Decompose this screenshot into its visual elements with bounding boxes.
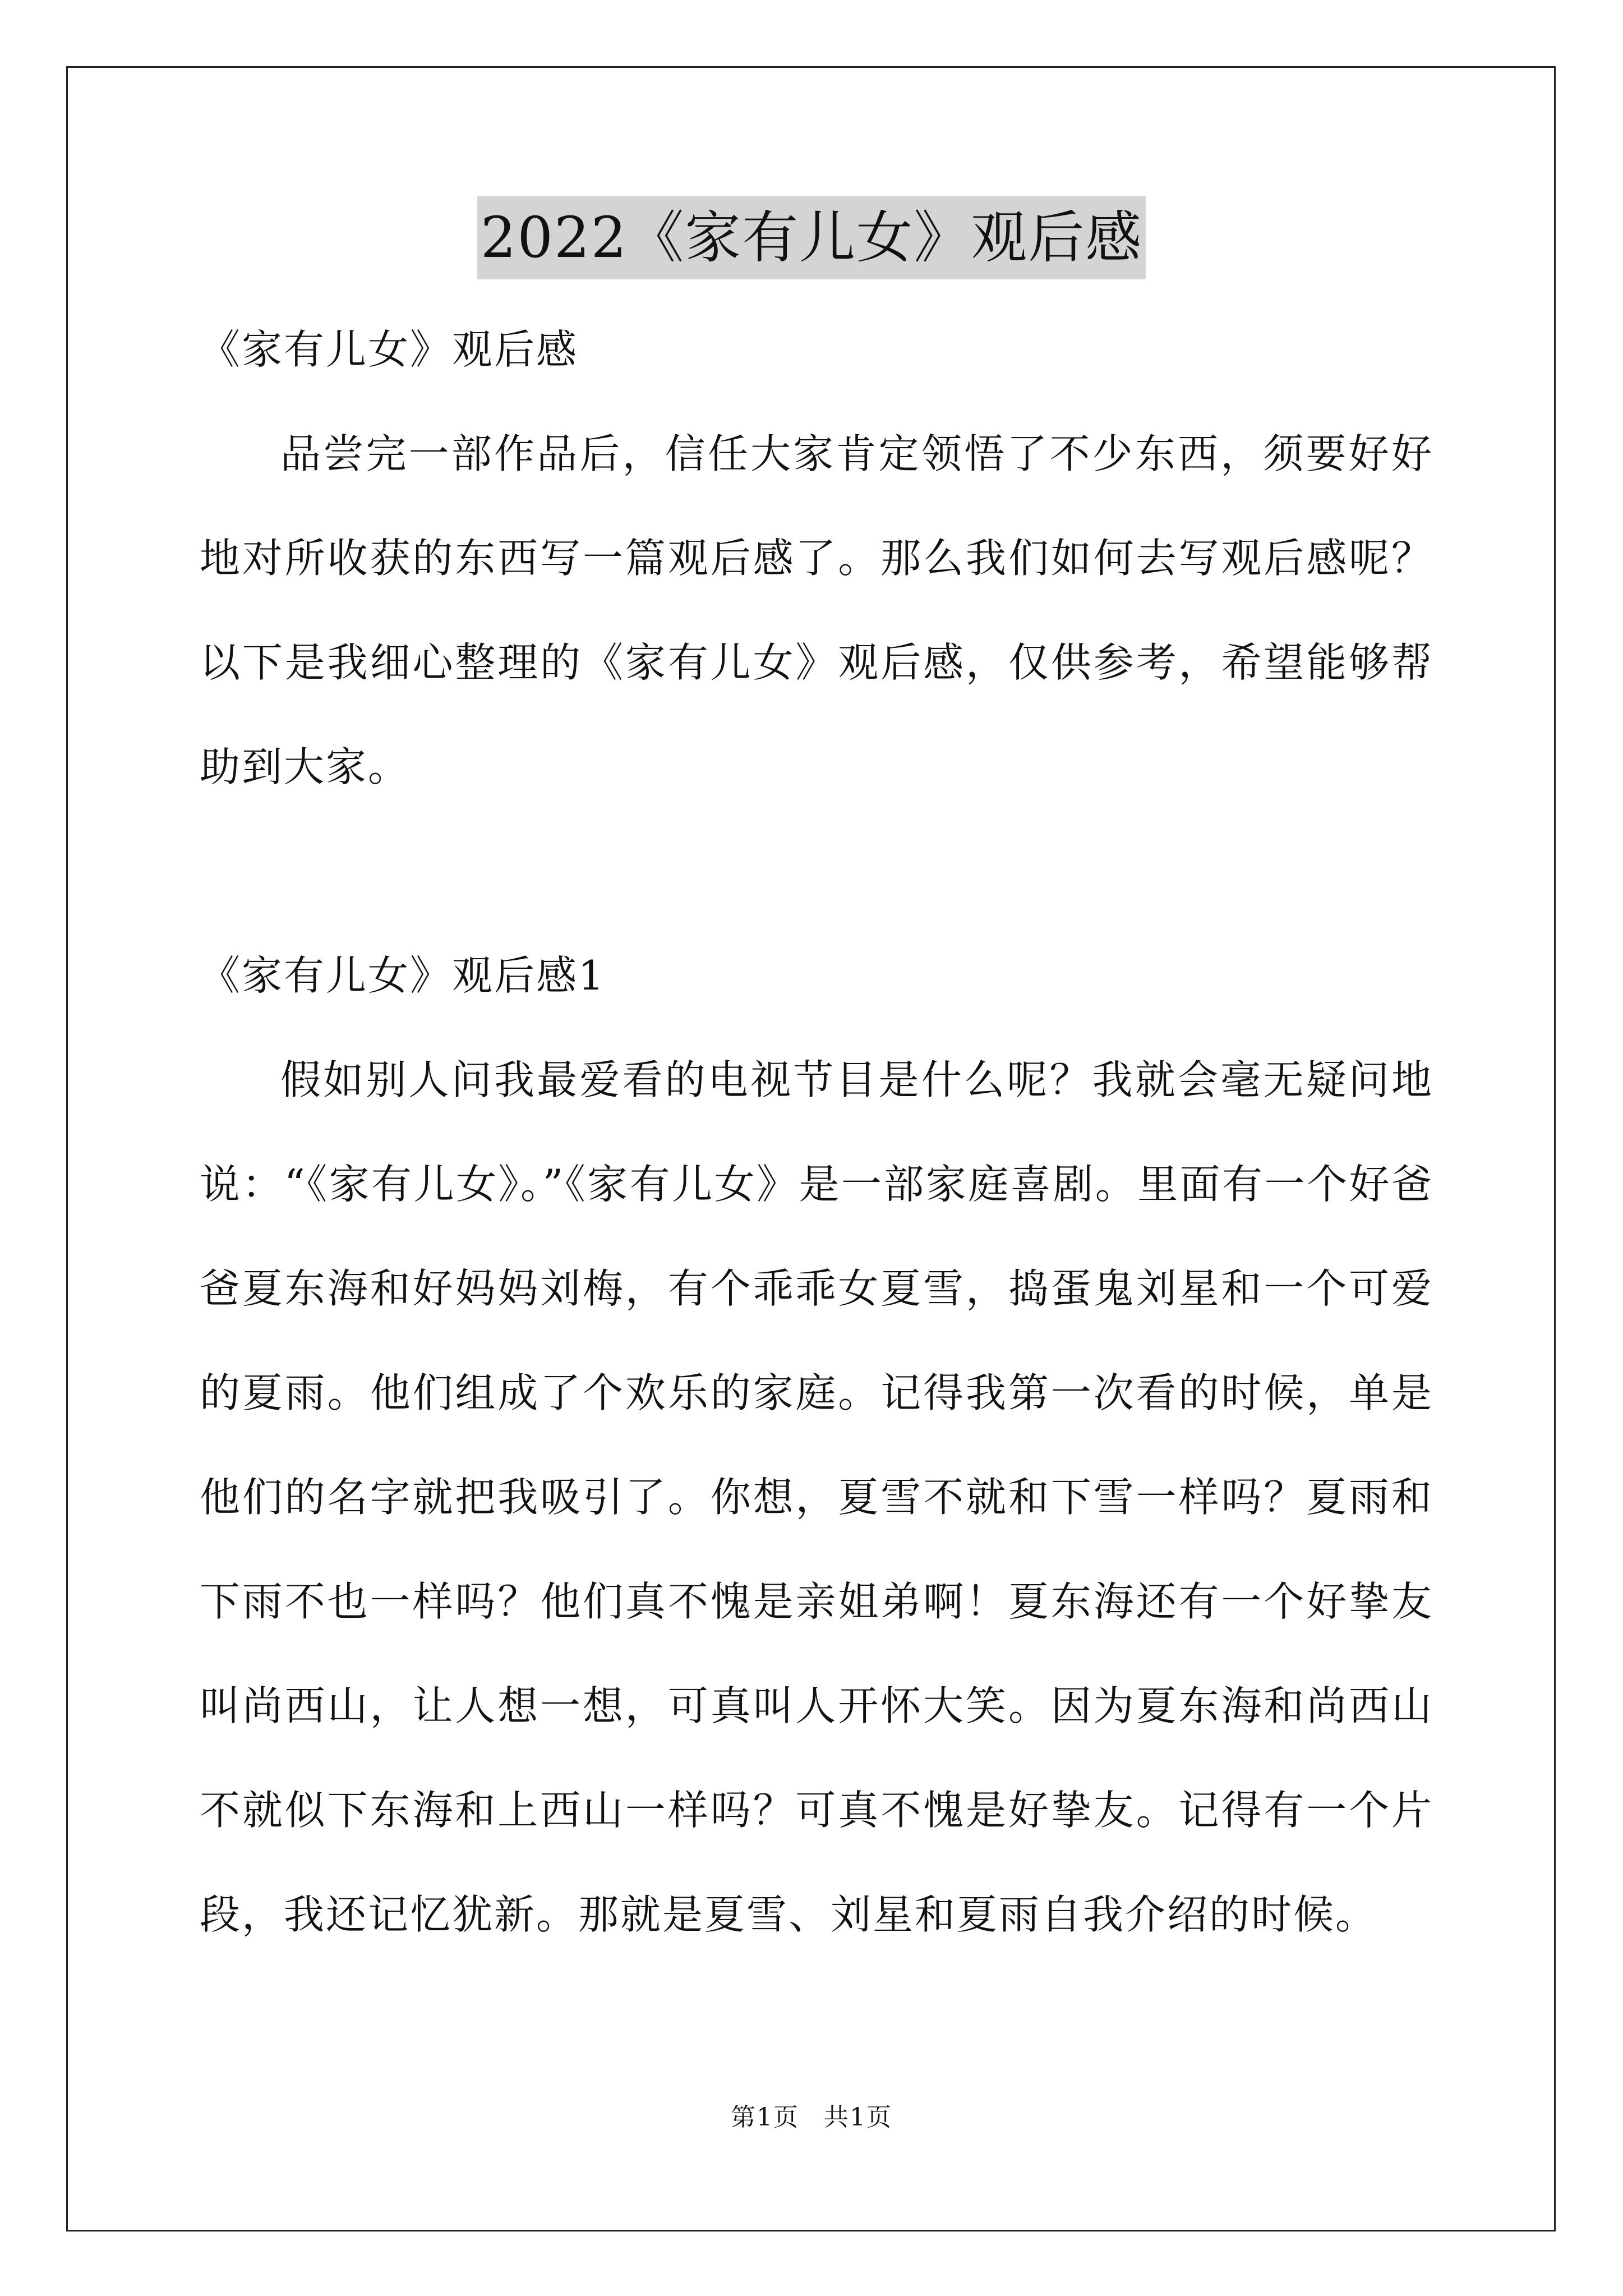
page-footer [0, 2101, 1623, 2134]
document-body [200, 297, 1433, 1967]
section-heading: 《家有儿女》观后感 [200, 326, 579, 373]
title-container [0, 196, 1623, 279]
paragraph: 假如别人问我最爱看的电视节目是什么呢？我就会毫无疑问地说：“《家有儿女》。”《家有儿女》是一部家庭喜剧。里面有一个好爸爸夏东海和好妈妈刘梅，有个乖乖女夏雪，捣蛋鬼刘星和一个可爱的夏雨。他们组成了个欢乐的家庭。记得我第一次看的时候，单是他们的名字就把我吸引了。你想，夏雪不就和下雪一样吗？夏雨和下雨不也一样吗？他们真不愧是亲姐弟啊！夏东海还有一个好挚友叫尚西山，让人想一想，可真叫人开怀大笑。因为夏东海和尚西山不就似下东海和上西山一样吗？可真不愧是好挚友。记得有一个片段，我还记忆犹新。那就是夏雪、刘星和夏雨自我介绍的时候。 [200, 1056, 1433, 1938]
paragraph: 品尝完一部作品后，信任大家肯定领悟了不少东西，须要好好地对所收获的东西写一篇观后感了。那么我们如何去写观后感呢？以下是我细心整理的《家有儿女》观后感，仅供参考，希望能够帮助到大家。 [200, 430, 1433, 790]
document-title: 2022《家有儿女》观后感 [477, 196, 1146, 279]
section-heading: 《家有儿女》观后感1 [200, 952, 606, 999]
section-spacer [200, 819, 1433, 923]
page-number: 第1页 [731, 2103, 799, 2132]
page-total: 共1页 [824, 2103, 892, 2132]
